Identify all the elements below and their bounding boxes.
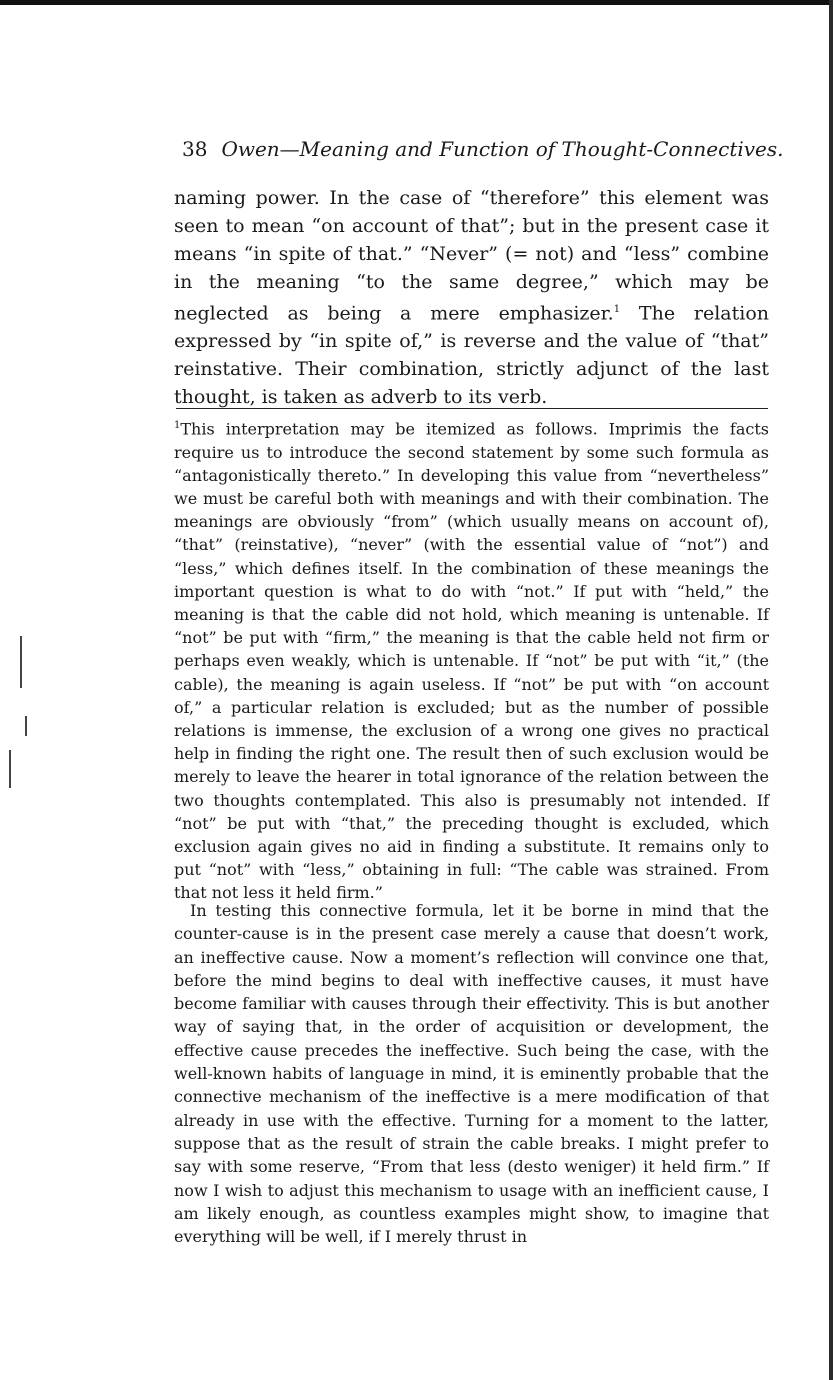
page-number: 38 (182, 137, 208, 161)
footnote-divider (176, 408, 768, 409)
footnote-text: This interpretation may be itemized as follows. Imprimis the facts require us to introduce the second statement by some such formula as “antagonistically thereto.” In developing this value from “nevertheless” we must be careful both with meanings and with their combination. The meanings are obviously “from” (which usually means on account of), “that” (reinstative), “never” (with the essential value of “not”) and “less,” which defines itself. In the combination of these meanings the important question is what to do with “not.” If put with “held,” the meaning is that the cable did not hold, which meaning is untenable. If “not” be put with “firm,” the meaning is that the cable held not firm or perhaps even weakly, which is untenable. If “not” be put with “it,” (the cable), the meaning is again useless. If “not” be put with “on account of,” a particular relation is excluded; but as the number of possible relations is immense, the exclusion of a wrong one gives no practical help in finding the right one. The result then of such exclusion would be merely to leave the hearer in total ignorance of the relation between the two thoughts contemplated. This also is presumably not intended. If “not” be put with “that,” the preceding thought is excluded, which exclusion again gives no aid in finding a substitute. It remains only to put “not” with “less,” obtaining in full: “The cable was strained. From that not less it held firm.” (174, 419, 769, 903)
footnote-reference: 1 (613, 304, 621, 315)
continuation-block (174, 899, 769, 1248)
scan-margin-mark (9, 750, 11, 788)
scan-margin-mark (25, 716, 27, 736)
main-text-tail: The relation expressed by “in spite of,” is reverse and the value of “that” reinstative. Their combination, strictly adjunct of the last thought, is taken as adverb to its verb. (174, 302, 769, 409)
scan-margin-mark (20, 636, 22, 688)
scan-right-border (829, 0, 833, 1380)
footnote (174, 414, 769, 905)
continuation-paragraph: In testing this connective formula, let it be borne in mind that the counter-cause is in the present case merely a cause that doesn’t work, an ineffective cause. Now a moment’s reflection will convince one that, before the mind begins to deal with ineffective causes, it must have become familiar with causes through their effectivity. This is but another way of saying that, in the order of acquisition or development, the effective cause precedes the ineffective. Such being the case, with the well-known habits of language in mind, it is eminently probable that the connective mechanism of the ineffective is a mere modification of that already in use with the effective. Turning for a moment to the latter, suppose that as the result of strain the cable breaks. I might prefer to say with some reserve, “From that less (desto weniger) it held firm.” If now I wish to adjust this mechanism to usage with an inefficient cause, I am likely enough, as countless examples might show, to imagine that everything will be well, if I merely thrust in (174, 901, 769, 1247)
running-header (182, 137, 784, 161)
footnote-marker: 1 (174, 420, 181, 431)
main-text: naming power. In the case of “therefore” this element was seen to mean “on account of that”; but in the present case it means “in spite of that.” “Never” (= not) and “less” combine in the meaning “to the same degree,” which may be neglected as being a mere emphasizer. (174, 187, 769, 325)
running-title: Owen—Meaning and Function of Thought-Connectives. (221, 137, 784, 161)
main-paragraph (174, 184, 769, 411)
scan-top-border (0, 0, 833, 5)
